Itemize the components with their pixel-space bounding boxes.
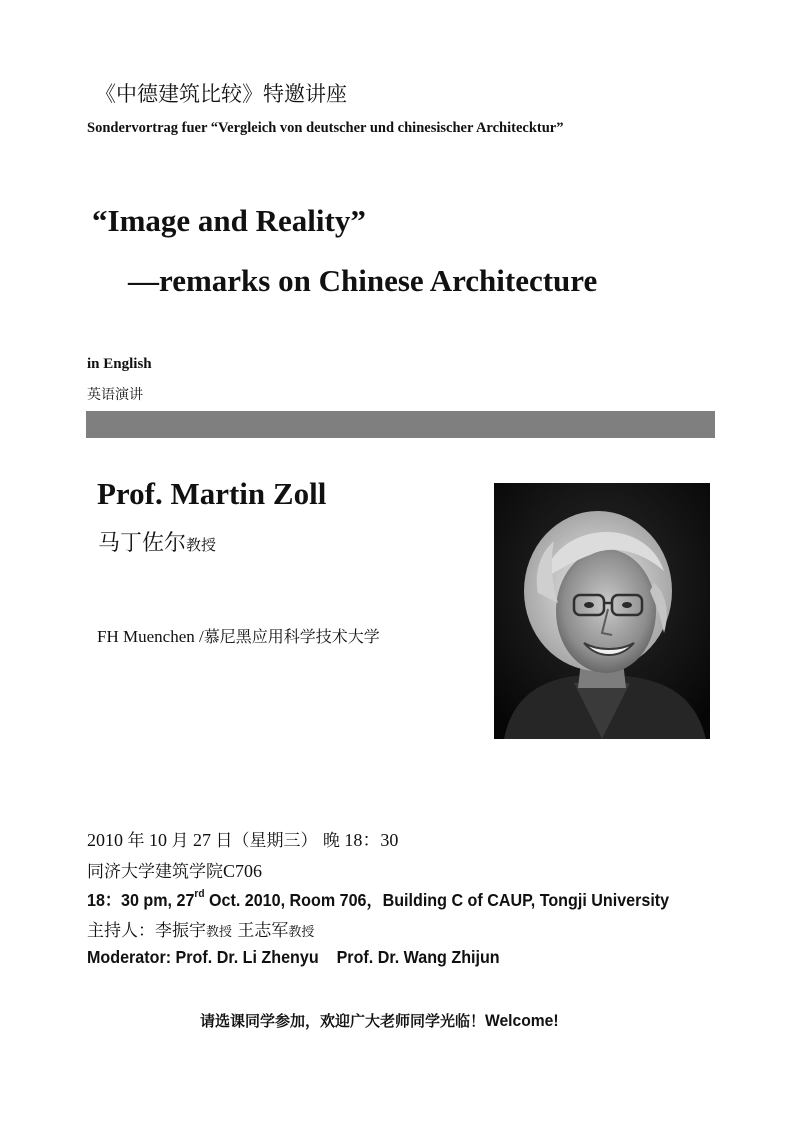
date-month-unit: 月 [171, 831, 189, 851]
venue-room-code: C706 [223, 861, 263, 881]
host-label: 主持人： [87, 921, 155, 941]
speaker-name-cn-text: 马丁佐尔 [98, 531, 187, 556]
lecture-title-main: “Image and Reality” [92, 203, 366, 238]
event-venue-chinese [87, 857, 262, 882]
gray-divider-bar [86, 411, 715, 438]
venue-name-cn: 同济大学建筑学院 [87, 862, 223, 882]
host1-name: 李振宇 [155, 921, 206, 941]
speaker-name-chinese [98, 526, 216, 557]
host2-name: 王志军 [237, 921, 289, 941]
affiliation-english: FH Muenchen / [97, 627, 204, 646]
host-chinese [87, 916, 314, 941]
language-chinese: 英语演讲 [87, 387, 143, 403]
event-date-chinese [87, 826, 398, 852]
speaker-title-cn: 教授 [186, 536, 217, 554]
lecture-title-sub: —remarks on Chinese Architecture [128, 263, 598, 298]
date-day: 27 [193, 830, 211, 850]
event-en-ordinal: rd [194, 888, 205, 901]
moderator-english: Moderator: Prof. Dr. Li Zhenyu Prof. Dr. Wang Zhijun [87, 947, 500, 967]
event-details-english [87, 887, 669, 912]
speaker-affiliation [97, 624, 380, 647]
event-en-prefix: 18：30 pm, 27 [87, 890, 195, 910]
host1-title: 教授 [206, 925, 233, 940]
welcome-english: Welcome! [485, 1011, 559, 1030]
welcome-chinese: 请选课同学参加，欢迎广大老师同学光临！ [200, 1012, 486, 1030]
welcome-message [200, 1010, 565, 1031]
date-day-unit: 日（星期三） 晚 [215, 831, 340, 851]
language-english: in English [87, 356, 152, 372]
date-time: 18：30 [344, 830, 399, 850]
affiliation-chinese: 慕尼黑应用科学技术大学 [203, 627, 380, 646]
chinese-lecture-title: 《中德建筑比较》特邀讲座 [95, 82, 347, 106]
date-year-unit: 年 [127, 831, 145, 851]
date-month: 10 [149, 830, 167, 850]
speaker-name-english: Prof. Martin Zoll [97, 476, 327, 511]
german-subtitle: Sondervortrag fuer “Vergleich von deutscher und chinesischer Architecktur” [87, 120, 564, 136]
host2-title: 教授 [288, 925, 315, 940]
speaker-portrait-photo [494, 483, 710, 739]
date-year: 2010 [87, 830, 123, 850]
event-en-suffix: Oct. 2010, Room 706，Building C of CAUP, Tongji University [204, 890, 670, 910]
